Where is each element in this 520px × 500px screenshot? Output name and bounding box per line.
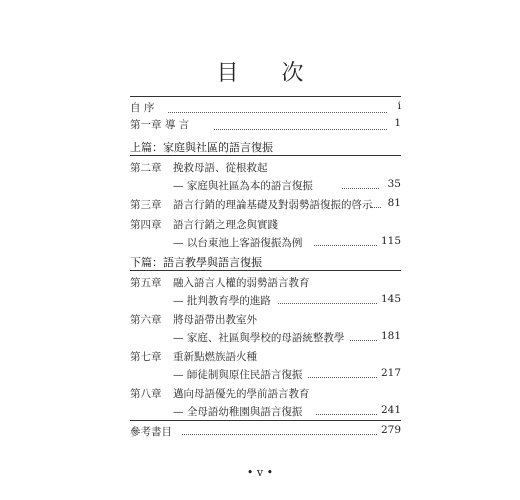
leader-dots xyxy=(214,129,387,130)
chapter-number: 第五章 xyxy=(130,277,162,289)
leader-dots xyxy=(308,377,377,378)
chapter-number: 第七章 xyxy=(130,351,162,363)
toc-label: 第一章 導 言 xyxy=(130,119,190,131)
leader-dots xyxy=(350,340,377,341)
chapter-title: 語言行銷之理念與實踐 xyxy=(173,219,278,231)
chapter-title: 將母語帶出教室外 xyxy=(173,314,257,326)
toc-page: 217 xyxy=(380,367,401,379)
leader-dots xyxy=(370,207,381,208)
toc-row-preface xyxy=(130,100,401,117)
toc-label: 參考書目 xyxy=(130,426,172,438)
chapter-number: 第八章 xyxy=(130,388,162,400)
chapter-subtitle: — 批判教育學的進路 xyxy=(173,295,271,307)
leader-dots xyxy=(182,434,377,435)
toc-page: 241 xyxy=(380,404,401,416)
part-heading-lower: 下篇：語言教學與語言復振 xyxy=(130,256,262,269)
chapter-subtitle: — 家庭、社區與學校的母語統整教學 xyxy=(173,332,345,344)
chapter-title: 挽救母語、從根救起 xyxy=(173,162,268,174)
toc-page: 35 xyxy=(387,178,401,190)
chapter-number: 第三章 xyxy=(130,199,162,211)
chapter-subtitle: — 師徒制與原住民語言復振 xyxy=(173,369,303,381)
toc-page: i xyxy=(397,100,401,112)
leader-dots xyxy=(278,303,377,304)
chapter-subtitle: — 以台東池上客語復振為例 xyxy=(173,237,303,249)
toc-page: 115 xyxy=(380,235,401,247)
chapter-number: 第六章 xyxy=(130,314,162,326)
toc-row-chapter-1 xyxy=(130,117,401,134)
toc-page: 1 xyxy=(394,117,401,129)
chapter-title: 重新點燃族語火種 xyxy=(173,351,257,363)
chapter-subtitle: — 全母語幼稚園與語言復振 xyxy=(173,406,303,418)
toc-page: 145 xyxy=(380,293,401,305)
chapter-subtitle: — 家庭與社區為本的語言復振 xyxy=(173,180,313,192)
leader-dots xyxy=(314,245,377,246)
leader-dots xyxy=(342,188,379,189)
chapter-title: 語言行銷的理論基礎及對弱勢語復振的啓示 xyxy=(173,199,373,211)
toc-label: 自 序 xyxy=(130,102,155,114)
toc-front xyxy=(130,100,401,134)
bottom-rule xyxy=(130,420,401,421)
leader-dots xyxy=(316,414,377,415)
top-rule xyxy=(130,96,401,97)
leader-dots xyxy=(168,112,387,113)
chapter-title: 融入語言人權的弱勢語言教育 xyxy=(173,277,310,289)
toc-page: 181 xyxy=(380,330,401,342)
chapter-number: 第四章 xyxy=(130,219,162,231)
chapter-number: 第二章 xyxy=(130,162,162,174)
part-heading-upper: 上篇：家庭與社區的語言復振 xyxy=(130,141,273,154)
toc-page: 81 xyxy=(387,197,401,209)
part-rule xyxy=(130,270,401,271)
page-number-footer: • v • xyxy=(246,466,274,479)
page-title: 目 次 xyxy=(216,61,322,86)
chapter-title: 邁向母語優先的學前語言教育 xyxy=(173,388,310,400)
part-rule xyxy=(130,155,401,156)
toc-page: 279 xyxy=(380,424,401,436)
